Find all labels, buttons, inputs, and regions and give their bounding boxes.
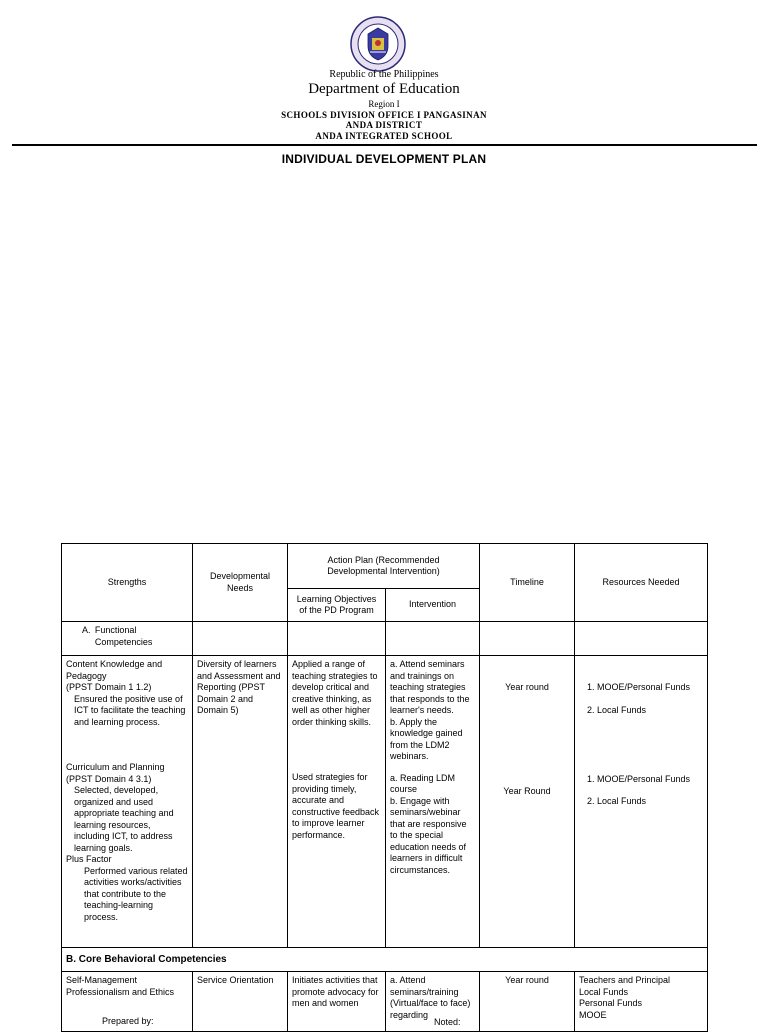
republic-line: Republic of the Philippines: [329, 69, 439, 80]
core-resource3: Personal Funds: [579, 998, 643, 1008]
functional-resources-cell: [575, 656, 708, 948]
deped-seal: [350, 16, 406, 72]
header-strengths: Strengths: [62, 544, 193, 622]
core-objective-cell: Initiates activities that promote advocacy for men and women: [288, 972, 386, 1032]
timeline1: Year round: [505, 682, 549, 692]
functional-intervention-cell: [386, 656, 480, 948]
header-learning-objectives: Learning Objectives of the PD Program: [288, 589, 386, 622]
region-line: Region I: [368, 99, 400, 109]
strength2-domain: (PPST Domain 4 3.1): [66, 773, 152, 784]
strength2-title: Curriculum and Planning: [66, 762, 165, 772]
functional-strengths-cell: [62, 656, 193, 948]
section-a-row: [62, 622, 708, 656]
functional-needs-cell: Diversity of learners and Assessment and Reporting (PPST Domain 2 and Domain 5): [193, 656, 288, 948]
section-a-title: Functional Competencies: [94, 625, 153, 647]
intervention1a: a. Attend seminars and trainings on teaching strategies that responds to the learner's needs.: [390, 659, 470, 715]
header-timeline: Timeline: [480, 544, 575, 622]
document-title: INDIVIDUAL DEVELOPMENT PLAN: [281, 152, 487, 166]
timeline2: Year Round: [503, 785, 551, 796]
core-timeline-cell: Year round: [480, 972, 575, 1032]
department-name: Department of Education: [308, 81, 460, 97]
strength1-title: Content Knowledge and Pedagogy: [66, 659, 163, 681]
resource2b: 2. Local Funds: [587, 795, 647, 806]
header-divider: [12, 144, 757, 146]
strength1-domain: (PPST Domain 1 1.2): [66, 682, 152, 692]
resource1a: 1. MOOE/Personal Funds: [587, 682, 691, 692]
objective2: Used strategies for providing timely, accurate and constructive feedback to improve learner performance.: [292, 772, 380, 840]
core-resources-cell: [575, 972, 708, 1032]
resource1b: 2. Local Funds: [587, 704, 647, 715]
header-intervention: Intervention: [386, 589, 480, 622]
core-row: [62, 972, 708, 1032]
core-needs-cell: Service Orientation: [193, 972, 288, 1032]
school-line: ANDA INTEGRATED SCHOOL: [315, 131, 453, 141]
strength2-desc: Selected, developed, organized and used appropriate teaching and learning resources, including ICT, to address learning goals.: [74, 785, 174, 853]
functional-row: [62, 656, 708, 948]
section-b-title: B. Core Behavioral Competencies: [62, 948, 708, 972]
functional-objectives-cell: [288, 656, 386, 948]
section-a-letter: A.: [82, 625, 91, 635]
noted-label: Noted:: [434, 1017, 461, 1027]
section-b-row: [62, 948, 708, 972]
district-line: ANDA DISTRICT: [345, 120, 423, 130]
idp-table: [61, 543, 708, 1032]
functional-timeline-cell: [480, 656, 575, 948]
core-resource2: Local Funds: [579, 986, 629, 997]
resource2a: 1. MOOE/Personal Funds: [587, 774, 691, 784]
strength1-desc: Ensured the positive use of ICT to facilitate the teaching and learning process.: [74, 693, 186, 727]
intervention2b: b. Engage with seminars/webinar that are responsive to the special education needs of learners in difficult circumstances.: [390, 795, 467, 875]
prepared-by-label: Prepared by:: [102, 1016, 154, 1026]
division-line: SCHOOLS DIVISION OFFICE I PANGASINAN: [281, 110, 487, 120]
plus-factor-desc: Performed various related activities works/activities that contribute to the teaching-learning process.: [84, 865, 188, 922]
section-a-label: [62, 622, 193, 656]
intervention1b: b. Apply the knowledge gained from the LDM2 webinars.: [390, 716, 463, 761]
header-resources: Resources Needed: [575, 544, 708, 622]
plus-factor-label: Plus Factor: [66, 854, 112, 864]
intervention2a: a. Reading LDM course: [390, 772, 456, 794]
core-intervention-cell: a. Attend seminars/training (Virtual/face to face) regarding: [386, 972, 480, 1032]
core-resource1: Teachers and Principal: [579, 975, 671, 985]
objective1: Applied a range of teaching strategies to develop critical and creative thinking, as well as other higher order thinking skills.: [292, 659, 378, 727]
core-resource4: MOOE: [579, 1009, 607, 1020]
header-action-plan: Action Plan (Recommended Developmental Intervention): [288, 544, 480, 589]
core-strength-cell: Self-Management Professionalism and Ethics: [62, 972, 193, 1032]
header-developmental-needs: Developmental Needs: [193, 544, 288, 622]
